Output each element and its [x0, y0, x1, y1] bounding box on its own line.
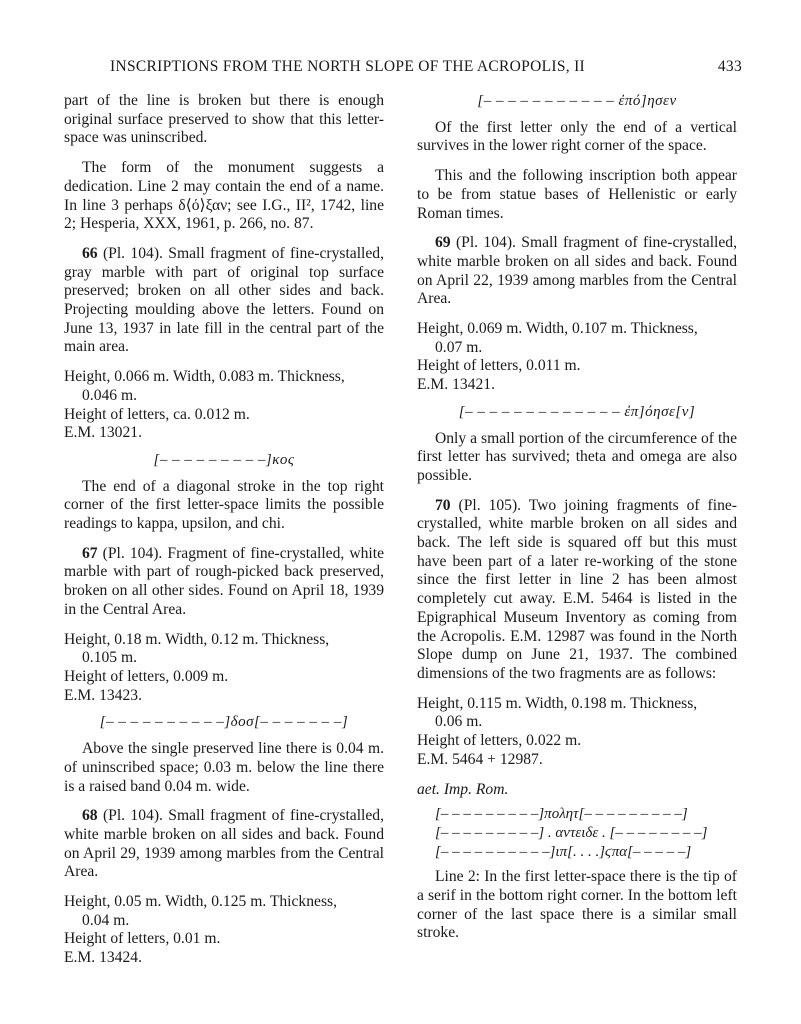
entry-number: 67	[82, 544, 98, 562]
entry-number: 69	[435, 234, 451, 252]
entry-69-description	[417, 234, 737, 309]
entry-text: (Pl. 104). Small fragment of fine-crystalled, gray marble with part of original top surface preserved; broken on all other sides and back. Projecting moulding above the letters. Found on June 13, 1937 in late fill in the central part of the main area.	[64, 244, 384, 356]
paragraph: The form of the monument suggests a dedication. Line 2 may contain the end of a name. In line 3 perhaps δ⟨ό⟩ξαν; see I.G., II², 1742, line 2; Hesperia, XXX, 1961, p. 266, no. 87.	[64, 159, 384, 233]
paragraph: part of the line is broken but there is enough original surface preserved to show that this letter-space was uninscribed.	[64, 92, 384, 147]
letter-height: Height of letters, 0.022 m.	[417, 732, 582, 750]
entry-67-description	[64, 545, 384, 620]
entry-69-note: Only a small portion of the circumference of the first letter has survived; theta and omega are also possible.	[417, 429, 737, 484]
entry-67-dimensions	[64, 631, 384, 706]
letter-height: Height of letters, 0.01 m.	[64, 930, 221, 948]
entry-text: (Pl. 104). Small fragment of fine-crystalled, white marble broken on all sides and back. Found on April 22, 1939 among marbles from the Central Area.	[417, 234, 737, 308]
inscription-line: [– – – – – – – – –]πολητ[– – – – – – – – –]	[435, 806, 688, 823]
entry-70-note: Line 2: In the first letter-space there is the tip of a serif in the bottom right corner. In the bottom left corner of the last space there is a similar small stroke.	[417, 868, 737, 942]
entry-70-dimensions	[417, 695, 737, 770]
dimensions-continued: 0.046 m.	[82, 386, 138, 404]
dimensions-line: Height, 0.115 m. Width, 0.198 m. Thickness,	[417, 694, 698, 712]
entry-66-description	[64, 245, 384, 357]
dimensions-continued: 0.04 m.	[82, 911, 130, 929]
dimensions-line: Height, 0.18 m. Width, 0.12 m. Thickness,	[64, 630, 330, 648]
museum-number: E.M. 13021.	[64, 424, 142, 442]
entry-66-dimensions	[64, 368, 384, 443]
inscription-text: [– – – – – – – – – – – ἐπό]ησεν	[477, 93, 677, 109]
entry-number: 66	[82, 244, 98, 262]
running-title: INSCRIPTIONS FROM THE NORTH SLOPE OF THE ACROPOLIS, II	[110, 58, 586, 75]
paragraph: Of the first letter only the end of a vertical survives in the lower right corner of the space.	[417, 118, 737, 155]
paragraph: This and the following inscription both appear to be from statue bases of Hellenistic or early Roman times.	[417, 167, 737, 222]
entry-70-description	[417, 497, 737, 684]
entry-number: 70	[435, 496, 451, 514]
dimensions-continued: 0.07 m.	[435, 338, 483, 356]
letter-height: Height of letters, 0.011 m.	[417, 357, 581, 375]
dimensions-continued: 0.105 m.	[82, 649, 138, 667]
inscription-line: [– – – – – – – – –] . αντειδε . [– – – – – – – –]	[435, 825, 708, 842]
left-column	[64, 92, 384, 968]
date-label: aet. Imp. Rom.	[417, 780, 509, 798]
entry-69-dimensions	[417, 320, 737, 395]
page-number: 433	[717, 58, 742, 75]
inscription-text: [– – – – – – – – – – – – – ἐπ]όησε[ν]	[458, 403, 696, 420]
entry-text: (Pl. 104). Fragment of fine-crystalled, white marble with part of rough-picked back preserved, broken on all other sides. Found on April 18, 1939 in the Central Area.	[64, 544, 384, 618]
entry-68-dimensions	[64, 893, 384, 968]
museum-number: E.M. 13423.	[64, 686, 142, 704]
museum-number: E.M. 13424.	[64, 949, 142, 967]
inscription-block	[417, 805, 737, 862]
entry-text: (Pl. 104). Small fragment of fine-crystalled, white marble broken on all sides and back. Found on April 29, 1939 among marbles from the Central Area.	[64, 807, 384, 881]
dimensions-line: Height, 0.05 m. Width, 0.125 m. Thickness,	[64, 893, 337, 911]
entry-68-description	[64, 807, 384, 882]
museum-number: E.M. 13421.	[417, 376, 495, 394]
letter-height: Height of letters, 0.009 m.	[64, 667, 229, 685]
letter-height: Height of letters, ca. 0.012 m.	[64, 405, 250, 423]
dimensions-line: Height, 0.069 m. Width, 0.107 m. Thickness,	[417, 320, 698, 338]
inscription-text: [– – – – – – – – – –]δοσ[– – – – – – –]	[99, 714, 349, 731]
inscription-line: [– – – – – – – – – –]ιπ[. . . .]ϛπα[– – – – –]	[435, 844, 692, 861]
running-header	[110, 58, 742, 78]
dimensions-continued: 0.06 m.	[435, 713, 483, 731]
entry-67-note: Above the single preserved line there is 0.04 m. of uninscribed space; 0.03 m. below the line there is a raised band 0.04 m. wide.	[64, 740, 384, 795]
right-column	[417, 92, 737, 943]
entry-text: (Pl. 105). Two joining fragments of fine-crystalled, white marble broken on all sides and back. The left side is squared off but this must have been part of a later re-working of the stone since the first letter in line 2 has been almost completely cut away. E.M. 5464 is listed in the Epigraphical Museum Inventory as coming from the Acropolis. E.M. 12987 was found in the North Slope dump on June 21, 1937. The combined dimensions of the two fragments are as follows:	[417, 496, 737, 682]
entry-66-note: The end of a diagonal stroke in the top right corner of the first letter-space limits the possible readings to kappa, upsilon, and chi.	[64, 477, 384, 533]
inscription-text: [– – – – – – – – –]κος	[153, 451, 295, 468]
dimensions-line: Height, 0.066 m. Width, 0.083 m. Thickness,	[64, 368, 345, 386]
entry-number: 68	[82, 807, 98, 825]
museum-number: E.M. 5464 + 12987.	[417, 750, 543, 768]
